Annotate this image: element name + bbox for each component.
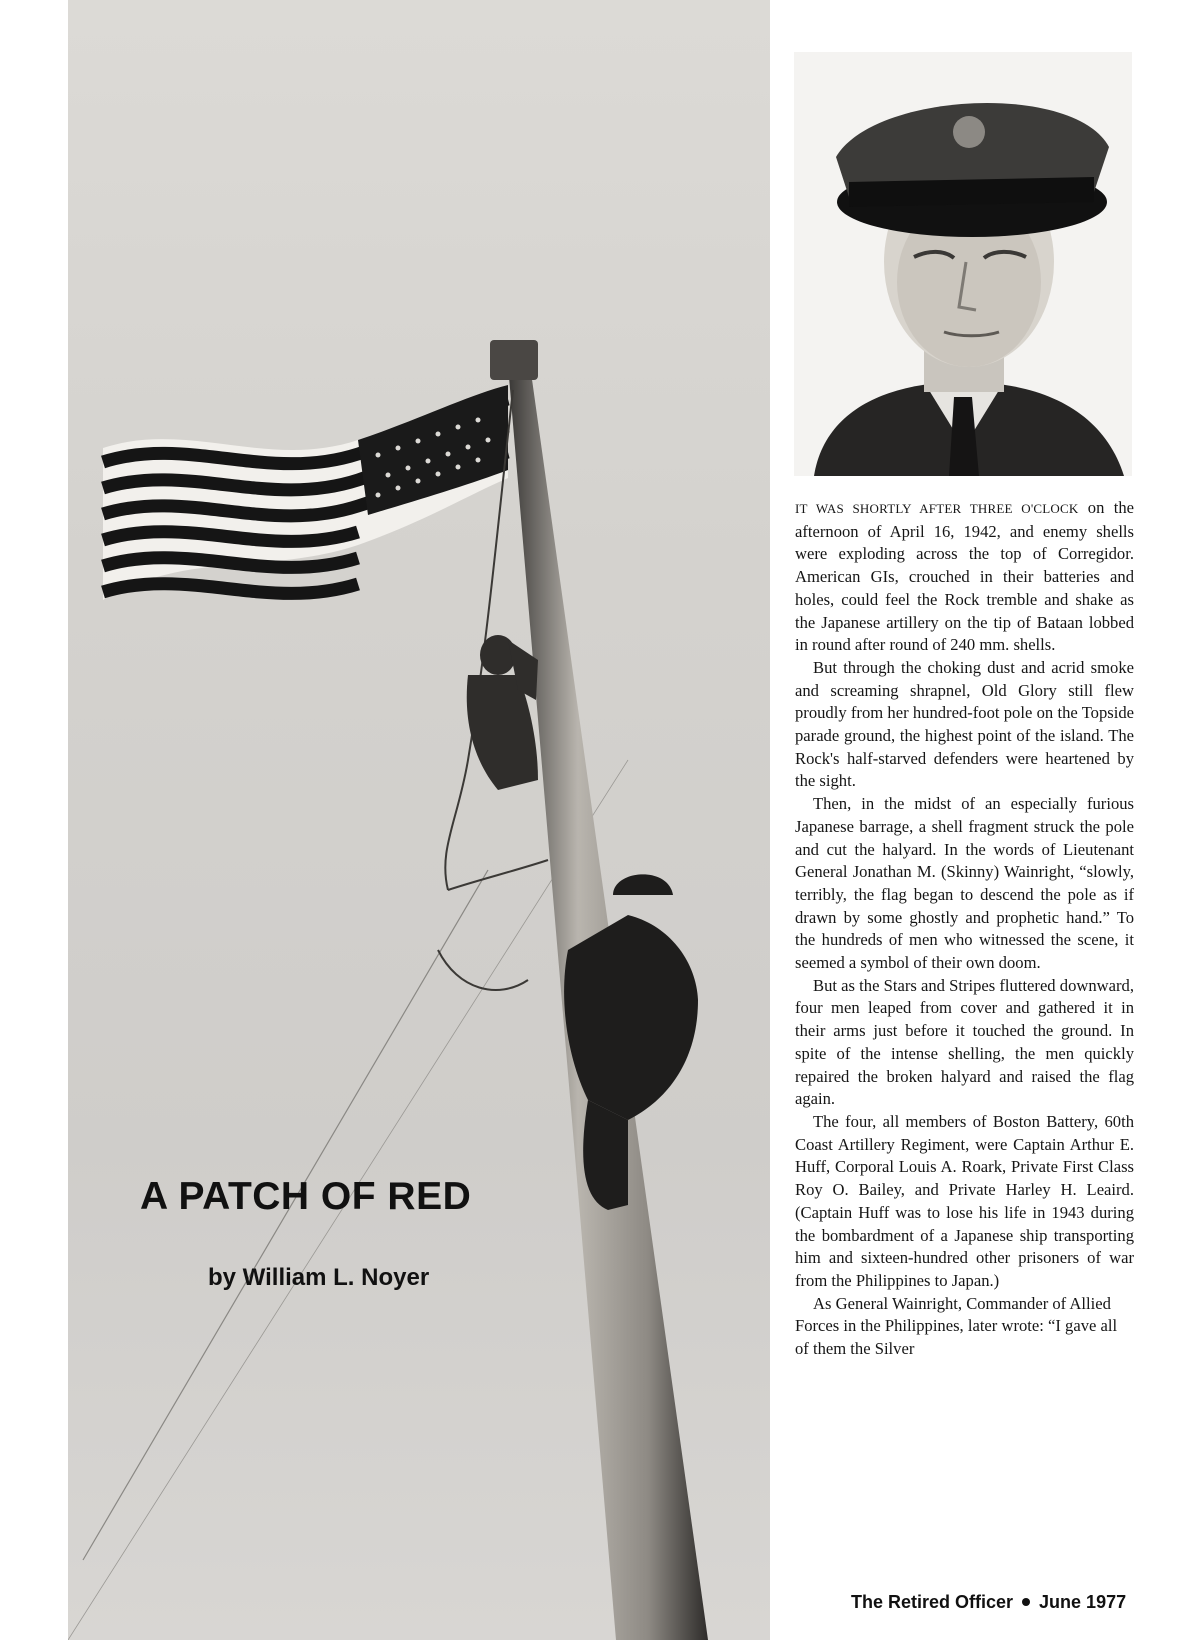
article-paragraph: But through the choking dust and acrid smoke and screaming shrapnel, Old Glory still flew proudly from her hundred-foot pole on the Topside parade ground, the highest point of the island. The Rock's half-starved defenders were heartened by the sight. xyxy=(795,657,1134,791)
lead-in-smallcaps: IT WAS SHORTLY AFTER THREE O'CLOCK xyxy=(795,501,1079,516)
article-paragraph: Then, in the midst of an especially furious Japanese barrage, a shell fragment struck the pole and cut the halyard. In the words of Lieutenant General Jonathan M. (Skinny) Wainright, “slowly, terribly, the flag began to descend the pole as if drawn by some ghostly and prophetic hand.” To the hundreds of men who witnessed the scene, it seemed a symbol of their own doom. xyxy=(795,794,1134,973)
flagpole-photo xyxy=(68,0,770,1640)
article-title: A PATCH OF RED xyxy=(140,1175,472,1218)
flag-and-climbers-illustration xyxy=(68,0,770,1640)
page-footer xyxy=(851,1592,1126,1613)
article-paragraph: As General Wainright, Commander of Allied Forces in the Philippines, later wrote: “I gave all of them the Silver xyxy=(795,1293,1118,1359)
article-paragraph: The four, all members of Boston Battery, 60th Coast Artillery Regiment, were Captain Arthur E. Huff, Corporal Louis A. Roark, Private First Class Roy O. Bailey, and Private Harley H. Leaird. (Captain Huff was to lose his life in 1943 during the bombardment of a Japanese ship transporting him and sixteen-hundred other prisoners of war from the Philippines to Japan.) xyxy=(795,1111,1134,1290)
article-paragraph xyxy=(795,497,1134,657)
article-byline: by William L. Noyer xyxy=(208,1264,430,1291)
officer-portrait-illustration xyxy=(794,52,1132,476)
publication-name: The Retired Officer xyxy=(851,1592,1014,1612)
bullet-separator xyxy=(1022,1598,1030,1606)
paragraph-text: on the afternoon of April 16, 1942, and enemy shells were exploding across the top of Corregidor. American GIs, crouched in their batteries and holes, could feel the Rock tremble and shake as the Japanese artillery on the tip of Bataan lobbed in round after round of 240 mm. shells. xyxy=(795,498,1134,655)
american-flag xyxy=(103,385,508,600)
article-paragraph: But as the Stars and Stripes fluttered downward, four men leaped from cover and gathered it in their arms just before it touched the ground. In spite of the intense shelling, the men quickly repaired the broken halyard and raised the flag again. xyxy=(795,975,1134,1109)
officer-portrait xyxy=(794,52,1132,476)
article-body xyxy=(795,497,1134,1361)
issue-date: June 1977 xyxy=(1039,1592,1127,1612)
upper-climber xyxy=(467,635,538,790)
